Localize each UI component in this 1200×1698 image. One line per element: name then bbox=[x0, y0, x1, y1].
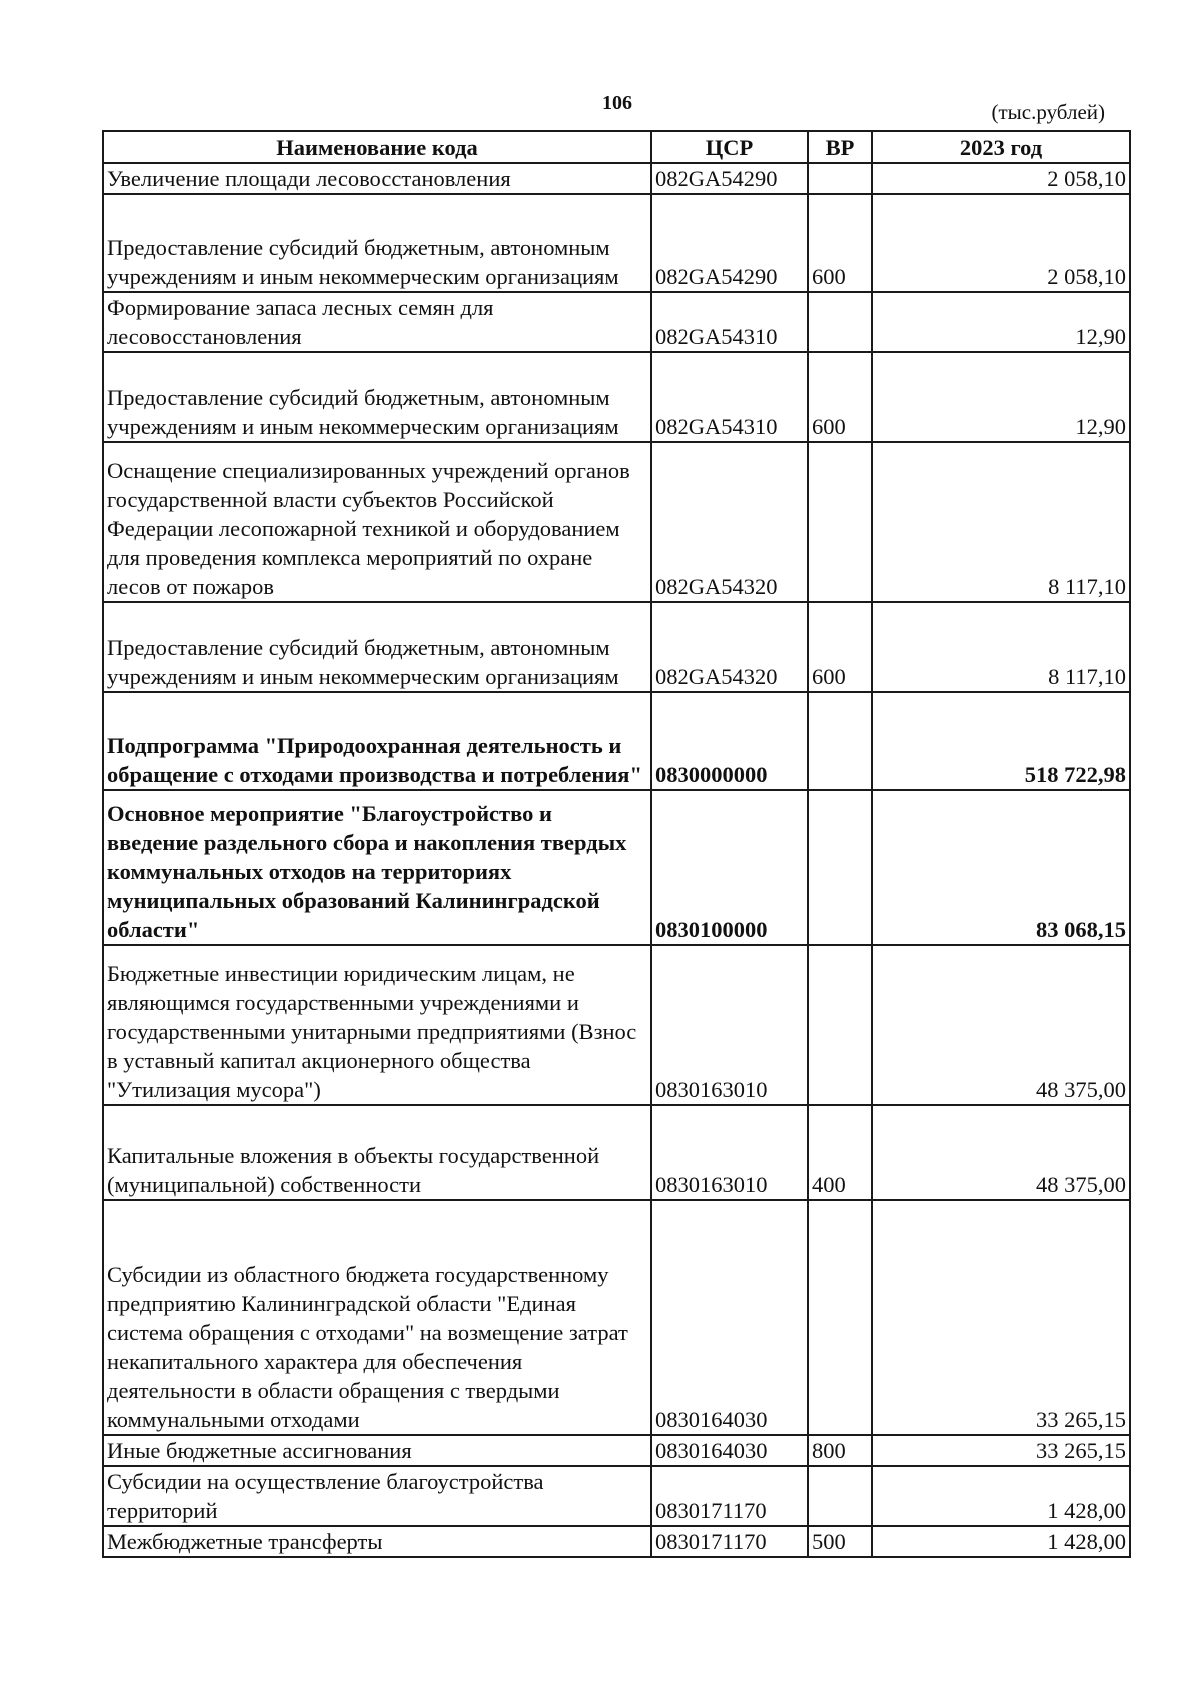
row-name: Межбюджетные трансферты bbox=[103, 1526, 651, 1557]
table-row bbox=[103, 163, 1130, 194]
table-row bbox=[103, 1435, 1130, 1466]
row-vr bbox=[808, 292, 872, 352]
row-amount: 8 117,10 bbox=[872, 442, 1130, 602]
table-row bbox=[103, 790, 1130, 945]
row-csr: 0830163010 bbox=[651, 1105, 808, 1200]
units-label: (тыс.рублей) bbox=[991, 100, 1105, 124]
table-row bbox=[103, 602, 1130, 692]
table-row bbox=[103, 1526, 1130, 1557]
row-amount: 518 722,98 bbox=[872, 692, 1130, 790]
row-name: Основное мероприятие "Благоустройство и введение раздельного сбора и накопления твердых коммунальных отходов на территориях муниципальных образований Калининградской области" bbox=[103, 790, 651, 945]
row-vr bbox=[808, 1200, 872, 1435]
table-row bbox=[103, 352, 1130, 442]
row-amount: 48 375,00 bbox=[872, 1105, 1130, 1200]
row-csr: 082GA54310 bbox=[651, 292, 808, 352]
row-csr: 082GA54290 bbox=[651, 194, 808, 292]
row-name: Субсидии из областного бюджета государственному предприятию Калининградской области "Единая система обращения с отходами" на возмещение затрат некапитального характера для обеспечения деятельности в области обращения с твердыми коммунальными отходами bbox=[103, 1200, 651, 1435]
table-row bbox=[103, 1105, 1130, 1200]
budget-table bbox=[102, 130, 1131, 1558]
row-amount: 2 058,10 bbox=[872, 194, 1130, 292]
row-vr bbox=[808, 442, 872, 602]
row-name: Оснащение специализированных учреждений органов государственной власти субъектов Российской Федерации лесопожарной техникой и оборудованием для проведения комплекса мероприятий по охране лесов от пожаров bbox=[103, 442, 651, 602]
row-vr: 400 bbox=[808, 1105, 872, 1200]
row-name: Подпрограмма "Природоохранная деятельность и обращение с отходами производства и потребления" bbox=[103, 692, 651, 790]
row-amount: 33 265,15 bbox=[872, 1435, 1130, 1466]
row-amount: 1 428,00 bbox=[872, 1526, 1130, 1557]
table-header-row bbox=[103, 131, 1130, 163]
row-vr: 600 bbox=[808, 194, 872, 292]
table-row bbox=[103, 292, 1130, 352]
row-csr: 082GA54320 bbox=[651, 602, 808, 692]
row-vr bbox=[808, 692, 872, 790]
row-vr bbox=[808, 163, 872, 194]
row-vr bbox=[808, 790, 872, 945]
table-row bbox=[103, 692, 1130, 790]
row-amount: 83 068,15 bbox=[872, 790, 1130, 945]
row-amount: 1 428,00 bbox=[872, 1466, 1130, 1526]
header-csr: ЦСР bbox=[651, 131, 808, 163]
row-vr: 800 bbox=[808, 1435, 872, 1466]
row-vr: 600 bbox=[808, 602, 872, 692]
row-name: Формирование запаса лесных семян для лесовосстановления bbox=[103, 292, 651, 352]
row-name: Капитальные вложения в объекты государственной (муниципальной) собственности bbox=[103, 1105, 651, 1200]
table-row bbox=[103, 194, 1130, 292]
row-csr: 082GA54310 bbox=[651, 352, 808, 442]
row-name: Предоставление субсидий бюджетным, автономным учреждениям и иным некоммерческим организациям bbox=[103, 352, 651, 442]
table-row bbox=[103, 1200, 1130, 1435]
table-row bbox=[103, 442, 1130, 602]
row-name: Иные бюджетные ассигнования bbox=[103, 1435, 651, 1466]
header-vr: ВР bbox=[808, 131, 872, 163]
row-vr: 600 bbox=[808, 352, 872, 442]
header-amount: 2023 год bbox=[872, 131, 1130, 163]
row-amount: 33 265,15 bbox=[872, 1200, 1130, 1435]
row-csr: 0830100000 bbox=[651, 790, 808, 945]
row-name: Предоставление субсидий бюджетным, автономным учреждениям и иным некоммерческим организациям bbox=[103, 194, 651, 292]
row-csr: 0830163010 bbox=[651, 945, 808, 1105]
row-csr: 0830164030 bbox=[651, 1435, 808, 1466]
page-number: 106 bbox=[602, 92, 632, 114]
row-csr: 0830171170 bbox=[651, 1526, 808, 1557]
row-csr: 0830164030 bbox=[651, 1200, 808, 1435]
row-name: Предоставление субсидий бюджетным, автономным учреждениям и иным некоммерческим организациям bbox=[103, 602, 651, 692]
row-name: Увеличение площади лесовосстановления bbox=[103, 163, 651, 194]
row-amount: 12,90 bbox=[872, 292, 1130, 352]
table-row bbox=[103, 1466, 1130, 1526]
row-vr: 500 bbox=[808, 1526, 872, 1557]
row-vr bbox=[808, 1466, 872, 1526]
row-csr: 082GA54320 bbox=[651, 442, 808, 602]
row-csr: 082GA54290 bbox=[651, 163, 808, 194]
table-row bbox=[103, 945, 1130, 1105]
row-amount: 48 375,00 bbox=[872, 945, 1130, 1105]
row-name: Субсидии на осуществление благоустройства территорий bbox=[103, 1466, 651, 1526]
row-csr: 0830171170 bbox=[651, 1466, 808, 1526]
row-amount: 2 058,10 bbox=[872, 163, 1130, 194]
row-amount: 8 117,10 bbox=[872, 602, 1130, 692]
row-name: Бюджетные инвестиции юридическим лицам, не являющимся государственными учреждениями и государственными унитарными предприятиями (Взнос в уставный капитал акционерного общества "Утилизация мусора") bbox=[103, 945, 651, 1105]
row-csr: 0830000000 bbox=[651, 692, 808, 790]
row-vr bbox=[808, 945, 872, 1105]
header-name: Наименование кода bbox=[103, 131, 651, 163]
row-amount: 12,90 bbox=[872, 352, 1130, 442]
